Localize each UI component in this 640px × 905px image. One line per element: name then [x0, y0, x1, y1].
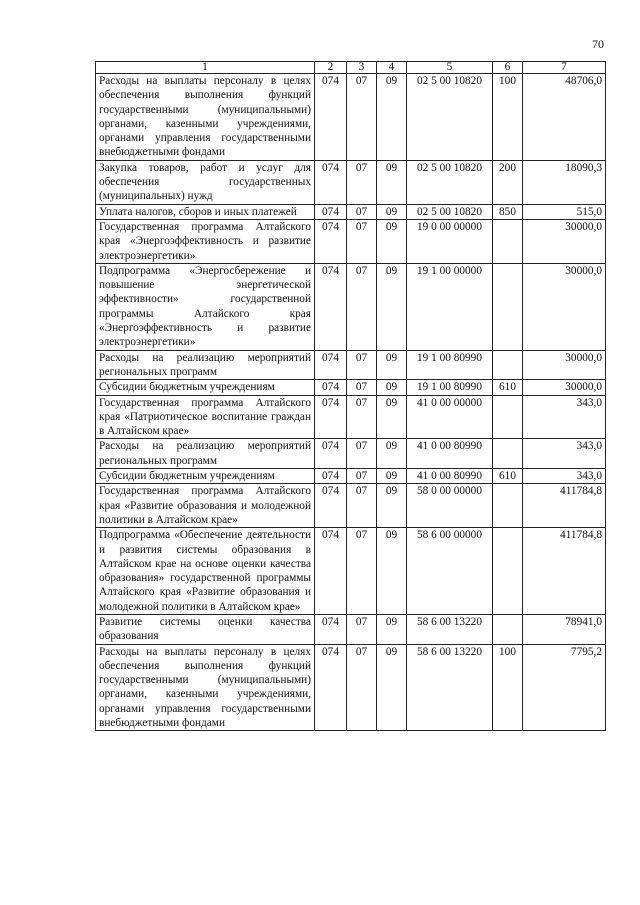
subsection-code-cell: 09: [377, 74, 407, 161]
item-name-cell: Уплата налогов, сборов и иных платежей: [96, 204, 315, 219]
amount-cell: 7795,2: [523, 644, 606, 731]
expense-type-cell: [493, 263, 523, 350]
section-code-cell: 07: [347, 528, 377, 615]
section-code-cell: 07: [347, 644, 377, 731]
section-code-cell: 07: [347, 380, 377, 395]
amount-cell: 48706,0: [523, 74, 606, 161]
header-col-7: 7: [523, 62, 606, 74]
target-article-cell: 58 6 00 13220: [407, 614, 493, 644]
item-name-cell: Подпрограмма «Энергосбережение и повышение энергетической эффективности» государственной программы Алтайского края «Энергоэффективность и развитие электроэнергетики»: [96, 263, 315, 350]
table-row: [96, 439, 606, 469]
expense-type-cell: [493, 350, 523, 380]
ministry-code-cell: 074: [315, 528, 347, 615]
item-name-cell: Государственная программа Алтайского края «Патриотическое воспитание граждан в Алтайском крае»: [96, 395, 315, 439]
subsection-code-cell: 09: [377, 644, 407, 731]
ministry-code-cell: 074: [315, 263, 347, 350]
expense-type-cell: 200: [493, 160, 523, 204]
expense-type-cell: [493, 395, 523, 439]
table-row: [96, 614, 606, 644]
expense-type-cell: [493, 528, 523, 615]
item-name-cell: Государственная программа Алтайского края «Развитие образования и молодежной политики в Алтайском крае»: [96, 484, 315, 528]
ministry-code-cell: 074: [315, 204, 347, 219]
target-article-cell: 19 1 00 00000: [407, 263, 493, 350]
ministry-code-cell: 074: [315, 74, 347, 161]
expense-type-cell: [493, 439, 523, 469]
subsection-code-cell: 09: [377, 528, 407, 615]
table-row: [96, 74, 606, 161]
expense-type-cell: 100: [493, 74, 523, 161]
item-name-cell: Расходы на реализацию мероприятий региональных программ: [96, 439, 315, 469]
table-row: [96, 528, 606, 615]
section-code-cell: 07: [347, 350, 377, 380]
page-number: 70: [592, 37, 604, 51]
amount-cell: 343,0: [523, 395, 606, 439]
ministry-code-cell: 074: [315, 219, 347, 263]
subsection-code-cell: 09: [377, 395, 407, 439]
amount-cell: 343,0: [523, 439, 606, 469]
section-code-cell: 07: [347, 469, 377, 484]
expense-type-cell: 610: [493, 469, 523, 484]
expense-type-cell: [493, 219, 523, 263]
target-article-cell: 58 6 00 00000: [407, 528, 493, 615]
subsection-code-cell: 09: [377, 380, 407, 395]
section-code-cell: 07: [347, 395, 377, 439]
header-col-5: 5: [407, 62, 493, 74]
section-code-cell: 07: [347, 614, 377, 644]
item-name-cell: Подпрограмма «Обеспечение деятельности и развития системы образования в Алтайском крае на основе оценки качества образования» государственной программы Алтайского края «Развитие образования и молодежной политики в Алтайском крае»: [96, 528, 315, 615]
table-body: [96, 74, 606, 731]
ministry-code-cell: 074: [315, 395, 347, 439]
ministry-code-cell: 074: [315, 614, 347, 644]
ministry-code-cell: 074: [315, 439, 347, 469]
header-row: [96, 62, 606, 74]
table-row: [96, 644, 606, 731]
subsection-code-cell: 09: [377, 484, 407, 528]
amount-cell: 78941,0: [523, 614, 606, 644]
target-article-cell: 19 1 00 80990: [407, 380, 493, 395]
target-article-cell: 19 0 00 00000: [407, 219, 493, 263]
amount-cell: 30000,0: [523, 380, 606, 395]
header-col-2: 2: [315, 62, 347, 74]
section-code-cell: 07: [347, 204, 377, 219]
header-col-3: 3: [347, 62, 377, 74]
table-row: [96, 484, 606, 528]
header-col-1: 1: [96, 62, 315, 74]
section-code-cell: 07: [347, 439, 377, 469]
amount-cell: 411784,8: [523, 484, 606, 528]
subsection-code-cell: 09: [377, 614, 407, 644]
expense-type-cell: [493, 614, 523, 644]
table-row: [96, 395, 606, 439]
expense-type-cell: 850: [493, 204, 523, 219]
table-row: [96, 263, 606, 350]
amount-cell: 343,0: [523, 469, 606, 484]
item-name-cell: Расходы на выплаты персоналу в целях обеспечения выполнения функций государственными (муниципальными) органами, казенными учреждениями, органами управления государственными внебюджетными фондами: [96, 74, 315, 161]
section-code-cell: 07: [347, 263, 377, 350]
table-row: [96, 204, 606, 219]
target-article-cell: 02 5 00 10820: [407, 74, 493, 161]
ministry-code-cell: 074: [315, 350, 347, 380]
target-article-cell: 58 6 00 13220: [407, 644, 493, 731]
target-article-cell: 41 0 00 80990: [407, 439, 493, 469]
amount-cell: 30000,0: [523, 219, 606, 263]
header-col-6: 6: [493, 62, 523, 74]
amount-cell: 18090,3: [523, 160, 606, 204]
ministry-code-cell: 074: [315, 160, 347, 204]
table-row: [96, 469, 606, 484]
expense-type-cell: [493, 484, 523, 528]
table-row: [96, 380, 606, 395]
ministry-code-cell: 074: [315, 380, 347, 395]
target-article-cell: 02 5 00 10820: [407, 160, 493, 204]
subsection-code-cell: 09: [377, 160, 407, 204]
expense-type-cell: 100: [493, 644, 523, 731]
expense-type-cell: 610: [493, 380, 523, 395]
ministry-code-cell: 074: [315, 484, 347, 528]
amount-cell: 515,0: [523, 204, 606, 219]
target-article-cell: 19 1 00 80990: [407, 350, 493, 380]
target-article-cell: 58 0 00 00000: [407, 484, 493, 528]
item-name-cell: Закупка товаров, работ и услуг для обеспечения государственных (муниципальных) нужд: [96, 160, 315, 204]
subsection-code-cell: 09: [377, 263, 407, 350]
item-name-cell: Государственная программа Алтайского края «Энергоэффективность и развитие электроэнергетики»: [96, 219, 315, 263]
table-row: [96, 219, 606, 263]
subsection-code-cell: 09: [377, 350, 407, 380]
section-code-cell: 07: [347, 484, 377, 528]
section-code-cell: 07: [347, 160, 377, 204]
item-name-cell: Расходы на реализацию мероприятий региональных программ: [96, 350, 315, 380]
section-code-cell: 07: [347, 74, 377, 161]
budget-table: [95, 61, 606, 731]
target-article-cell: 02 5 00 10820: [407, 204, 493, 219]
subsection-code-cell: 09: [377, 219, 407, 263]
subsection-code-cell: 09: [377, 469, 407, 484]
target-article-cell: 41 0 00 80990: [407, 469, 493, 484]
amount-cell: 30000,0: [523, 263, 606, 350]
item-name-cell: Расходы на выплаты персоналу в целях обеспечения выполнения функций государственными (муниципальными) органами, казенными учреждениями, органами управления государственными внебюджетными фондами: [96, 644, 315, 731]
item-name-cell: Субсидии бюджетным учреждениям: [96, 380, 315, 395]
subsection-code-cell: 09: [377, 439, 407, 469]
target-article-cell: 41 0 00 00000: [407, 395, 493, 439]
section-code-cell: 07: [347, 219, 377, 263]
item-name-cell: Субсидии бюджетным учреждениям: [96, 469, 315, 484]
subsection-code-cell: 09: [377, 204, 407, 219]
amount-cell: 30000,0: [523, 350, 606, 380]
table-row: [96, 160, 606, 204]
table-row: [96, 350, 606, 380]
ministry-code-cell: 074: [315, 469, 347, 484]
item-name-cell: Развитие системы оценки качества образования: [96, 614, 315, 644]
header-col-4: 4: [377, 62, 407, 74]
ministry-code-cell: 074: [315, 644, 347, 731]
amount-cell: 411784,8: [523, 528, 606, 615]
